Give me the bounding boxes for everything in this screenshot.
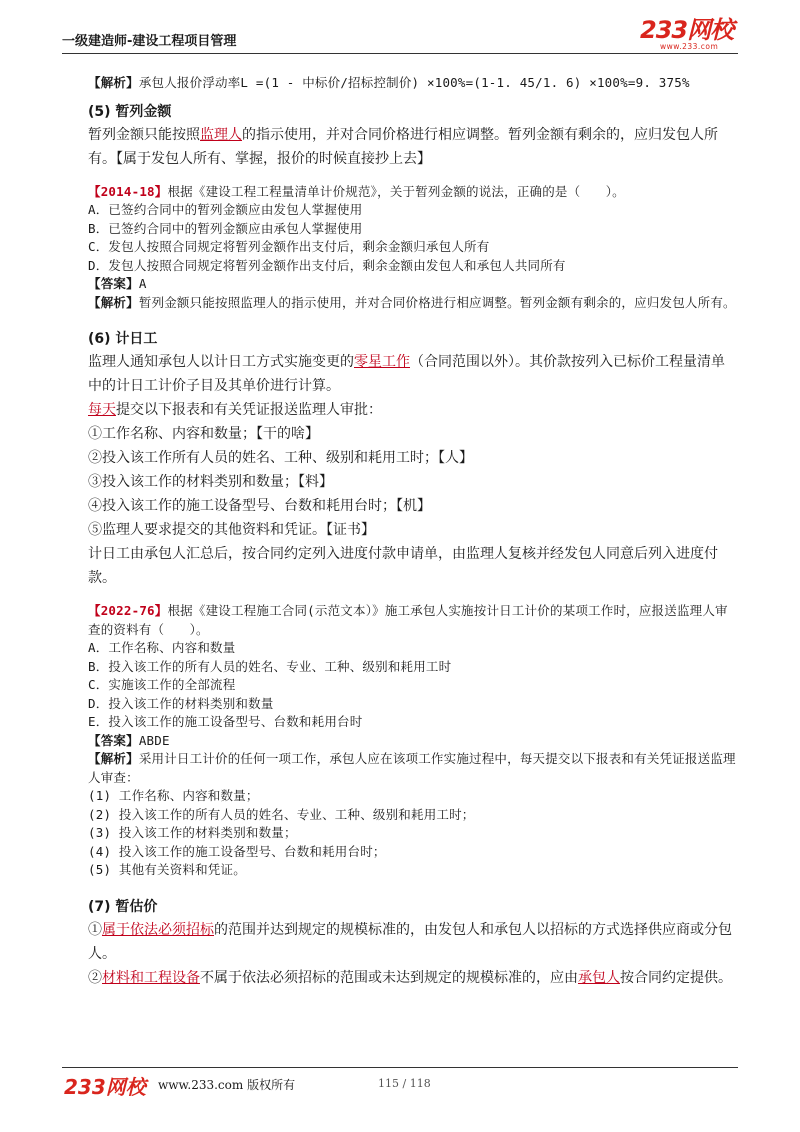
option-b: B．投入该工作的所有人员的姓名、专业、工种、级别和耗用工时	[88, 658, 452, 674]
page-content	[88, 74, 738, 990]
prev-analysis: 【解析】承包人报价浮动率L =(1 - 中标价/招标控制价) ×100%=(1-1. 45/1. 6) ×100%=9. 375%	[88, 75, 690, 90]
section-7-title: (7) 暂估价	[88, 898, 158, 915]
analysis-item: (3) 投入该工作的材料类别和数量；	[88, 825, 297, 840]
footer-logo[interactable]: 233网校	[64, 1075, 146, 1099]
footer-copyright: www.233.com 版权所有	[158, 1078, 296, 1092]
analysis-item: (2) 投入该工作的所有人员的姓名、专业、工种、级别和耗用工时；	[88, 806, 475, 822]
logo-text: 233网校	[640, 16, 734, 44]
section-5-title: (5) 暂列金额	[88, 103, 172, 120]
list-item: ①工作名称、内容和数量；【干的啥】	[88, 426, 319, 442]
option-d: D．投入该工作的材料类别和数量	[88, 695, 274, 711]
option-c: C．实施该工作的全部流程	[88, 677, 236, 692]
list-item: ⑤监理人要求提交的其他资料和凭证。【证书】	[88, 522, 375, 538]
question-stem: 根据《建设工程施工合同(示范文本）》施工承包人实施按计日工计价的某项工作时，应报送监理人审查的资料有（ ）。	[88, 603, 728, 637]
list-item: ②投入该工作所有人员的姓名、工种、级别和耗用工时；【人】	[88, 450, 473, 466]
option-b: B．已签约合同中的暂列金额应由承包人掌握使用	[88, 220, 363, 236]
footer-divider	[62, 1067, 738, 1068]
logo-url: www.233.com	[660, 42, 719, 51]
section-6-title: (6) 计日工	[88, 331, 158, 347]
analysis-item: (4) 投入该工作的施工设备型号、台数和耗用台时；	[88, 843, 386, 859]
list-item: ④投入该工作的施工设备型号、台数和耗用台时；【机】	[88, 498, 431, 514]
option-a: A．工作名称、内容和数量	[88, 640, 236, 655]
option-c: C．发包人按照合同规定将暂列金额作出支付后，剩余金额归承包人所有	[88, 239, 490, 254]
section-5-text: 暂列金额只能按照监理人的指示使用，并对合同价格进行相应调整。暂列金额有剩余的，应归发包人所有。【属于发包人所有、掌握，报价的时候直接抄上去】	[88, 126, 718, 167]
page-number: 115 / 118	[378, 1077, 431, 1090]
section-6-text-3: 计日工由承包人汇总后，按合同约定列入进度付款申请单，由监理人复核并经发包人同意后列入进度付款。	[88, 546, 718, 586]
section-7-text-2: ②材料和工程设备不属于依法必须招标的范围或未达到规定的规模标准的，应由承包人按合同约定提供。	[88, 969, 732, 986]
section-6-text-2: 每天提交以下报表和有关凭证报送监理人审批：	[88, 402, 382, 418]
question-code: 【2014-18】	[88, 183, 168, 199]
analysis: 【解析】暂列金额只能按照监理人的指示使用，并对合同价格进行相应调整。暂列金额有剩余的，应归发包人所有。	[88, 294, 736, 310]
brand-logo[interactable]	[640, 18, 733, 51]
section-7-text-1: ①属于依法必须招标的范围并达到规定的规模标准的，由发包人和承包人以招标的方式选择供应商或分包人。	[88, 921, 732, 962]
answer: 【答案】A	[88, 276, 147, 291]
question-code: 【2022-76】	[88, 603, 168, 618]
section-6-text-1: 监理人通知承包人以计日工方式实施变更的零星工作（合同范围以外）。其价款按列入已标价工程量清单中的计日工计价子目及其单价进行计算。	[88, 354, 725, 394]
analysis: 【解析】采用计日工计价的任何一项工作，承包人应在该项工作实施过程中，每天提交以下报表和有关凭证报送监理人审查：	[88, 751, 736, 785]
question-2022-76	[88, 602, 738, 880]
question-2014-18	[88, 183, 738, 313]
question-stem: 根据《建设工程工程量清单计价规范》，关于暂列金额的说法，正确的是（ ）。	[167, 183, 625, 199]
option-a: A．已签约合同中的暂列金额应由发包人掌握使用	[88, 202, 363, 217]
option-d: D．发包人按照合同规定将暂列金额作出支付后，剩余金额由发包人和承包人共同所有	[88, 257, 566, 273]
header-title: 一级建造师-建设工程项目管理	[62, 34, 237, 49]
answer: 【答案】ABDE	[88, 732, 170, 748]
analysis-item: (1) 工作名称、内容和数量；	[88, 788, 259, 803]
option-e: E．投入该工作的施工设备型号、台数和耗用台时	[88, 714, 363, 729]
analysis-item: (5) 其他有关资料和凭证。	[88, 862, 246, 877]
header-divider	[62, 53, 738, 54]
list-item: ③投入该工作的材料类别和数量；【料】	[88, 474, 333, 490]
